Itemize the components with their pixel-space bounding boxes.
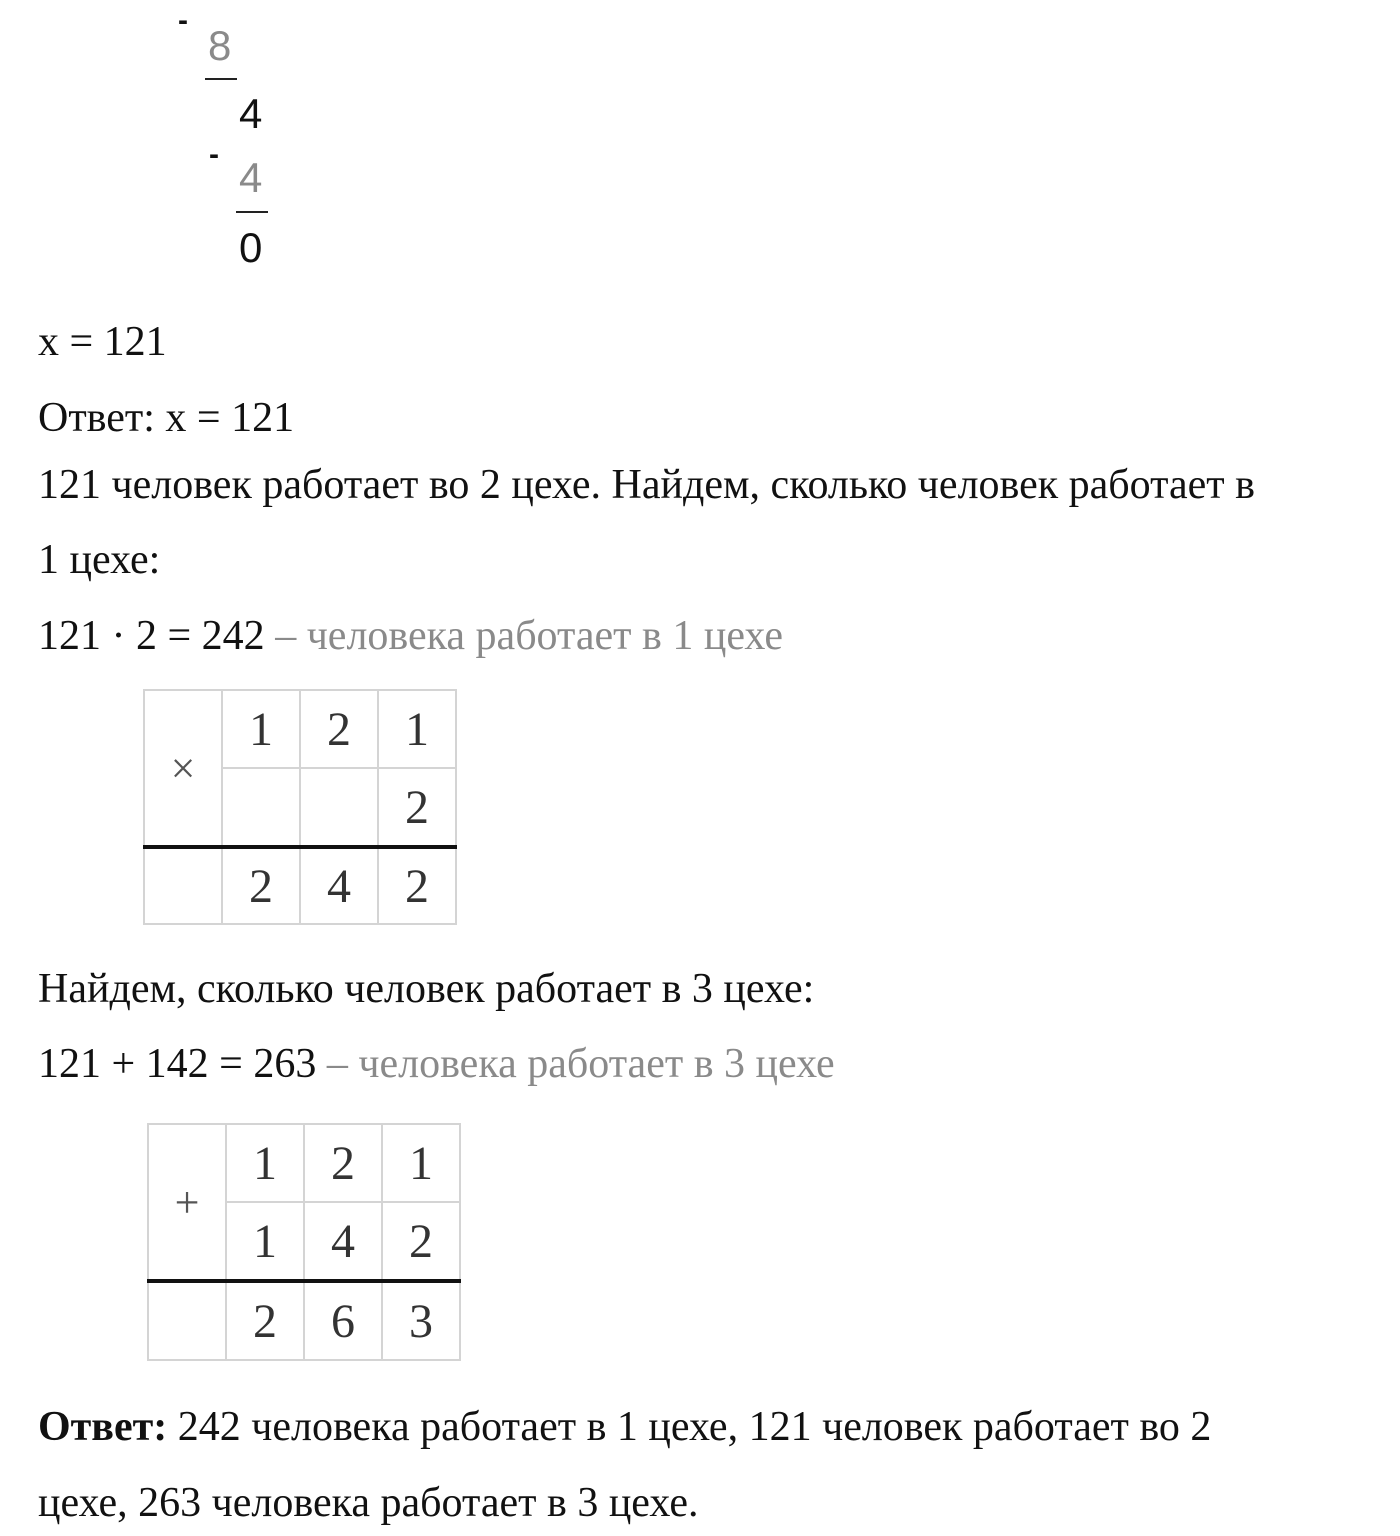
equation-comment: – человека работает в 3 цехе: [316, 1041, 835, 1087]
text-paragraph-line: Найдем, сколько человек работает в 3 цехе:: [38, 966, 815, 1012]
result-digit-cell: 3: [382, 1281, 460, 1360]
digit-cell: 1: [378, 690, 456, 768]
division-digit: 0: [239, 224, 263, 271]
empty-cell: [144, 847, 222, 924]
equation-main: 121 + 142 = 263: [38, 1041, 317, 1087]
result-digit-cell: 2: [222, 847, 300, 924]
digit-cell: 1: [222, 690, 300, 768]
result-digit-cell: 4: [300, 847, 378, 924]
text-paragraph-line: 121 человек работает во 2 цехе. Найдем, сколько человек работает в: [38, 462, 1255, 508]
division-underline: [236, 211, 268, 213]
addition-operator: +: [148, 1124, 226, 1281]
equation-line-multiplication: [38, 612, 783, 660]
digit-cell: 2: [382, 1202, 460, 1281]
answer-x-line: Ответ: x = 121: [38, 395, 295, 441]
digit-cell: 4: [304, 1202, 382, 1281]
division-minus-sign: -: [209, 138, 219, 171]
final-answer-label: Ответ:: [38, 1404, 168, 1450]
result-digit-cell: 6: [304, 1281, 382, 1360]
digit-cell: 1: [226, 1202, 304, 1281]
digit-cell: 2: [378, 768, 456, 847]
final-answer-line: цехе, 263 человека работает в 3 цехе.: [38, 1480, 699, 1526]
digit-cell: [222, 768, 300, 847]
final-answer-text: 242 человека работает в 1 цехе, 121 человек работает во 2: [167, 1404, 1212, 1450]
division-minus-sign: -: [178, 4, 188, 37]
result-digit-cell: 2: [226, 1281, 304, 1360]
text-paragraph-line: 1 цехе:: [38, 537, 161, 583]
equation-line-addition: [38, 1040, 835, 1088]
digit-cell: [300, 768, 378, 847]
addition-column-table: [147, 1123, 461, 1361]
empty-cell: [148, 1281, 226, 1360]
digit-cell: 2: [304, 1124, 382, 1202]
multiplication-column-table: [143, 689, 457, 925]
division-underline: [205, 78, 237, 80]
x-result-line: x = 121: [38, 319, 167, 365]
multiplication-operator: ×: [144, 690, 222, 847]
division-digit: 8: [208, 22, 232, 69]
result-digit-cell: 2: [378, 847, 456, 924]
division-digit: 4: [239, 154, 263, 201]
digit-cell: 2: [300, 690, 378, 768]
digit-cell: 1: [226, 1124, 304, 1202]
division-digit: 4: [239, 90, 263, 137]
final-answer-line: [38, 1403, 1211, 1451]
equation-comment: – человека работает в 1 цехе: [264, 613, 784, 659]
digit-cell: 1: [382, 1124, 460, 1202]
equation-main: 121 · 2 = 242: [38, 613, 265, 659]
